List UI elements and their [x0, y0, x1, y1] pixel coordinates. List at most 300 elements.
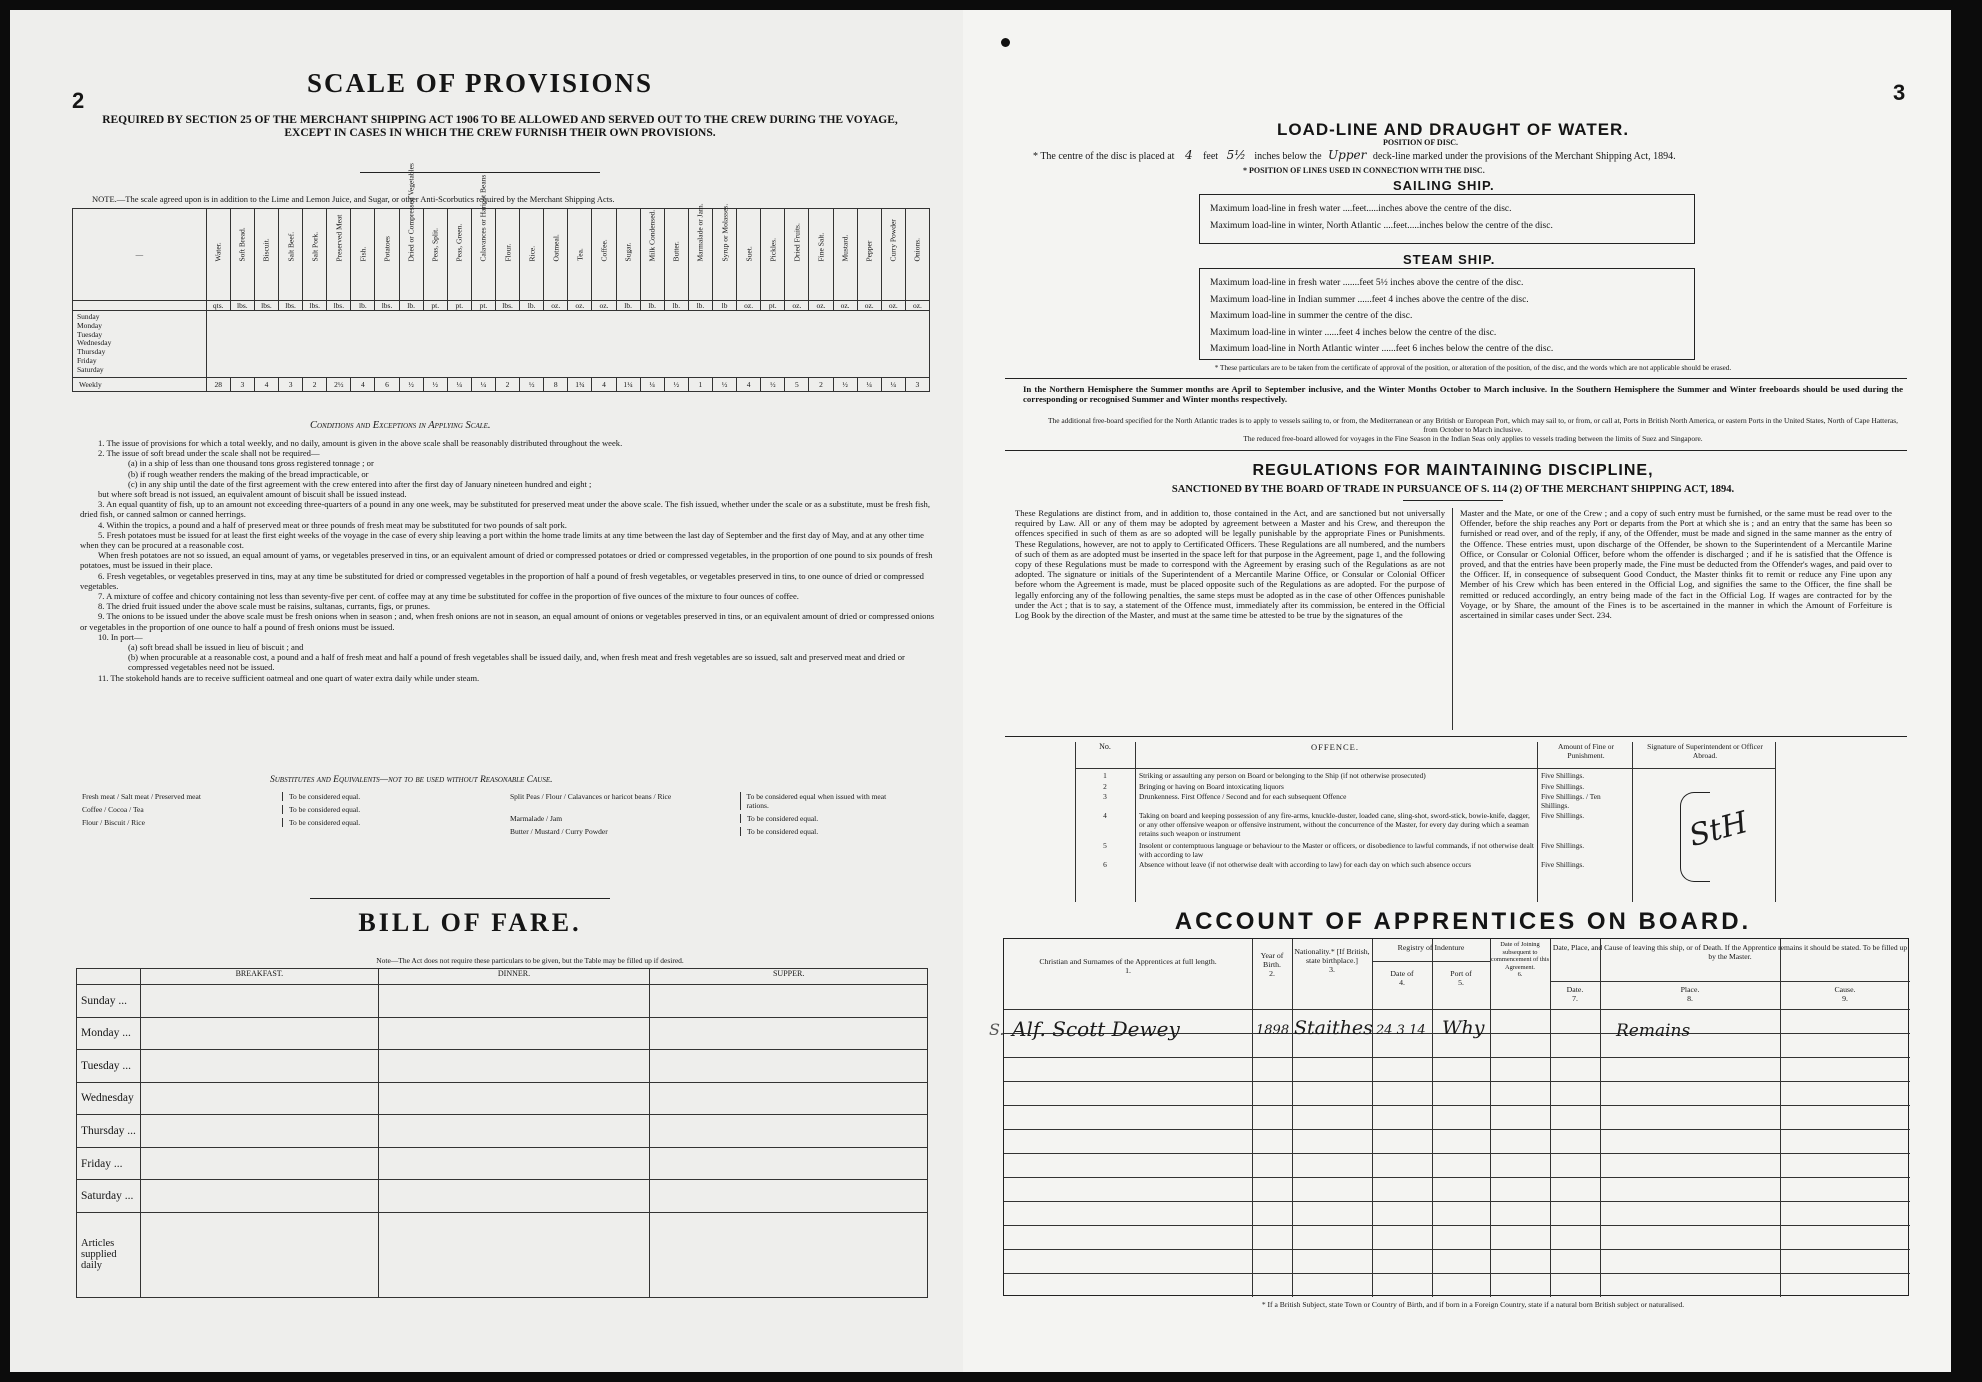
provision-column-header — [737, 209, 761, 301]
provision-column-label: Calavances or Haricot Beans — [478, 174, 488, 262]
provision-column-header — [520, 209, 544, 301]
disc-inches-label: inches below the — [1254, 151, 1322, 162]
provision-column-label: Pepper — [864, 240, 874, 262]
provision-weekly-value: 2 — [303, 377, 327, 391]
provision-column-label: Flour. — [503, 243, 513, 262]
bill-header-row — [77, 969, 928, 985]
lines-heading: * POSITION OF LINES USED IN CONNECTION WITH THE DISC. — [1243, 166, 1485, 175]
apprentices-title: ACCOUNT OF APPRENTICES ON BOARD. — [1174, 908, 1752, 935]
app-header-date-label: Date of — [1390, 969, 1414, 978]
provision-day: Wednesday — [77, 338, 112, 348]
app-header-date — [1372, 969, 1432, 987]
bill-day: Wednesday — [77, 1082, 141, 1115]
position-of-disc: POSITION OF DISC. — [1383, 138, 1459, 147]
provision-weekly-value: 1¾ — [568, 377, 592, 391]
substitute-items: Butter / Mustard / Curry Powder — [510, 827, 608, 836]
provision-column-header — [712, 203, 736, 301]
app-column-rule — [1292, 939, 1293, 1297]
provision-weekly-value: ½ — [399, 377, 423, 391]
provision-column-header — [809, 209, 833, 301]
leaving-rule — [1550, 981, 1910, 982]
app-column-rule — [1490, 939, 1491, 1297]
substitute-items: Split Peas / Flour / Calavances or haricot beans / Rice — [510, 792, 672, 801]
page-number-left: 2 — [72, 88, 85, 113]
condition-item: 6. Fresh vegetables, or vegetables preserved in tins, may at any time be substituted for dried or compressed vegetables in the proportion of half a pound of fresh vegetables, or vegetables preserved in tins, to one ounce of dried or compressed vegetables. — [80, 570, 924, 591]
app-row — [1004, 1081, 1910, 1105]
bill-column-header: SUPPER. — [650, 969, 928, 985]
provision-unit: pt. — [761, 301, 785, 311]
provision-unit: lbs. — [375, 301, 399, 311]
substitute-note: To be considered equal. — [740, 814, 818, 823]
provision-column-header — [785, 209, 809, 301]
weekly-label: Weekly — [73, 377, 207, 391]
provision-column-label: Salt Beef. — [286, 231, 296, 262]
provision-column-header — [881, 209, 905, 301]
app-header-joining — [1490, 941, 1550, 979]
provision-column-label: Peas, Green. — [454, 223, 464, 262]
days-values — [206, 311, 929, 378]
offence-fine: Five Shillings. / Ten Shillings. — [1541, 792, 1601, 810]
bill-cell — [378, 985, 650, 1018]
provision-weekly-value: 2½ — [327, 377, 351, 391]
provision-column-label: Curry Powder — [888, 219, 898, 262]
provision-column-header — [688, 203, 712, 301]
provision-weekly-value: 4 — [254, 377, 278, 391]
bill-column-header: BREAKFAST. — [140, 969, 378, 985]
bill-cell — [140, 1147, 378, 1180]
provision-weekly-value: 4 — [592, 377, 616, 391]
bill-cell — [378, 1147, 650, 1180]
offences-table — [1075, 742, 1895, 902]
substitute-group — [82, 805, 442, 814]
provision-column-label: Pickles. — [768, 237, 778, 262]
condition-item: 3. An equal quantity of fish, up to an amount not exceeding three-quarters of a pound in any one week, may be substituted for preserved meat under the above scale. The fish issued, whether under the scale or as a substitute, must be fresh fish, dried fish, or canned salmon or canned herrings. — [80, 499, 931, 520]
substitute-group — [82, 792, 442, 801]
provision-column-label: Butter. — [671, 241, 681, 262]
particulars-note: * These particulars are to be taken from the certificate of approval of the position, or alteration of the position, of the disc, and the words which are not applicable should be erased. — [1214, 364, 1732, 372]
provision-column-header — [303, 209, 327, 301]
provision-column-label: Dried or Compressed Vegetables — [406, 163, 416, 262]
bill-cell — [650, 1212, 928, 1297]
provision-unit: oz. — [833, 301, 857, 311]
app-header-place-num: 8. — [1687, 994, 1693, 1003]
provision-column-header — [592, 209, 616, 301]
condition-item: (a) soft bread shall be issued in lieu of biscuit ; and — [128, 642, 304, 653]
substitutes-title: Substitutes and Equivalents—not to be used without Reasonable Cause. — [270, 775, 553, 785]
provision-weekly-value: 1¼ — [616, 377, 640, 391]
provision-unit: pt. — [447, 301, 471, 311]
provision-day: Monday — [77, 320, 102, 330]
substitute-group — [510, 814, 910, 823]
provision-weekly-value: ½ — [761, 377, 785, 391]
offence-rule — [1775, 742, 1776, 902]
provision-column-label: Tea. — [575, 248, 585, 261]
provision-day: Thursday — [77, 347, 106, 357]
divider — [1403, 500, 1503, 501]
provision-weekly-value: 3 — [279, 377, 303, 391]
app-column-rule — [1550, 939, 1551, 1297]
condition-item: (c) in any ship until the date of the first agreement with the crew entered into after the first day of January nineteen hundred and eight ; — [128, 478, 592, 489]
app-header-year-label: Year of Birth. — [1260, 951, 1284, 969]
substitute-items: Coffee / Cocoa / Tea — [82, 805, 144, 814]
provision-column-label: Biscuit. — [261, 238, 271, 262]
bill-cell — [378, 1050, 650, 1083]
provision-unit: lbs. — [496, 301, 520, 311]
offence-number: 1 — [1103, 771, 1107, 780]
provision-weekly-value: ½ — [664, 377, 688, 391]
bill-cell — [140, 1050, 378, 1083]
provisions-title: SCALE OF PROVISIONS — [306, 68, 654, 98]
offence-number: 2 — [1103, 781, 1107, 791]
provision-weekly-value: ½ — [833, 377, 857, 391]
bill-row — [77, 1050, 928, 1083]
reduced-note: The reduced free-board allowed for voyages in the Fine Season in the Indian Seas only applies to vessels trading between the limits of Suez and Singapore. — [1243, 434, 1703, 443]
provision-weekly-value: 28 — [206, 377, 230, 391]
app-header-year — [1252, 939, 1292, 1009]
loadline-title: LOAD-LINE AND DRAUGHT OF WATER. — [1276, 120, 1630, 139]
bill-day: Tuesday ... — [77, 1050, 141, 1083]
bill-row — [77, 985, 928, 1018]
app-row — [1004, 1273, 1910, 1297]
provision-column-header — [327, 209, 351, 301]
provision-weekly-value: 6 — [375, 377, 399, 391]
condition-item: 2. The issue of soft bread under the scale shall not be required— — [98, 448, 320, 459]
punch-hole — [1001, 38, 1010, 47]
condition-item: (b) when procurable at a reasonable cost, a pound and a half of fresh meat and half a pound of fresh vegetables shall be issued daily, and, when fresh meat and fresh vegetables are so issued, salt and preserved meat and dried or compressed vegetables need not be issued. — [128, 652, 905, 673]
app-header-leave-date-num: 7. — [1572, 994, 1578, 1003]
offence-header-no: No. — [1099, 742, 1111, 751]
offence-row — [1075, 861, 1775, 870]
provision-weekly-value: ½ — [423, 377, 447, 391]
app-header-cause-label: Cause. — [1834, 985, 1856, 994]
provision-weekly-value: ½ — [712, 377, 736, 391]
hemisphere-note: In the Northern Hemisphere the Summer months are April to September inclusive, and the Winter Months October to March inclusive. In the Southern Hemisphere the Summer and Winter freeboards should be used during the corresponding or recognised Summer and Winter months respectively. — [1023, 384, 1903, 404]
app-header-leave-date-label: Date. — [1566, 985, 1584, 994]
provision-weekly-value: ¼ — [640, 377, 664, 391]
regulations-column-2: Master and the Mate, or one of the Crew ; and a copy of such entry must be furnished, or the same must be read over to the Offender, before the ship reaches any Port or departs from the Port at which she is ; and an entry that the same has been so furnished or read over, and of the reply, if any, of the Offender, must be made and signed in the same manner as the entry of the Offence. These entries must, upon discharge of the Offender, be shown to the Superintendent of a Mercantile Marine Office, or Consular or Colonial Officer, before whom the offender is discharged ; and if he is satisfied that the Offence is proved, and that the entries have been properly made, the Fine must be deducted from the Offender's wages, and paid over to the Officer. If, in consequence of subsequent Good Conduct, the Master thinks fit to remit or reduce any Fine upon any Member of his Crew which has been entered in the Official Log, and signifies the same to the Officer, the fine shall be remitted or reduced accordingly, an entry being made of the fact in the Official Log. If wages are contracted for by the Voyage, or by Share, the amount of the Fines is to be ascertained in the manner in which the Amount of Forfeiture is ascertained in similar cases under Sect. 234. — [1460, 508, 1892, 621]
page-number-right: 3 — [1893, 80, 1906, 105]
weekly-row — [73, 377, 930, 391]
apprentice-place: Remains — [1616, 1021, 1691, 1041]
offence-number: 6 — [1103, 860, 1107, 870]
provision-unit: lb. — [399, 301, 423, 311]
condition-item: 7. A mixture of coffee and chicory containing not less than seventy-five per cent. of coffee may at any time be substituted for coffee in the proportion of five ounces of the mixture to four ounces of coffee. — [98, 591, 799, 602]
app-column-rule — [1600, 939, 1601, 1297]
provision-weekly-value: 4 — [737, 377, 761, 391]
divider — [1005, 450, 1907, 451]
condition-item: (b) if rough weather renders the making of the bread impracticable, or — [128, 468, 369, 479]
offence-text: Striking or assaulting any person on Board or belonging to the Ship (if not otherwise prosecuted) — [1139, 771, 1426, 780]
apprentice-name: Alf. Scott Dewey — [1012, 1017, 1180, 1041]
provision-column-label: Sugar. — [623, 242, 633, 262]
bill-column-header: DINNER. — [378, 969, 650, 985]
provision-unit: oz. — [737, 301, 761, 311]
apprentice-nationality: Staithes — [1294, 1017, 1373, 1039]
registry-rule — [1372, 961, 1490, 962]
substitute-note: To be considered equal when issued with meat rations. — [740, 792, 910, 810]
provision-unit: pt. — [423, 301, 447, 311]
app-row — [1004, 1177, 1910, 1201]
provision-column-header — [568, 209, 592, 301]
offence-row — [1075, 772, 1775, 781]
offence-header-signature: Signature of Superintendent or Officer Abroad. — [1647, 742, 1763, 760]
app-header-name-num: 1. — [1125, 966, 1131, 975]
regulations-title: REGULATIONS FOR MAINTAINING DISCIPLINE, — [1252, 462, 1654, 479]
provision-unit: qts. — [206, 301, 230, 311]
provision-column-label: Potatoes — [382, 236, 392, 262]
offence-number: 3 — [1103, 792, 1107, 802]
provision-column-header — [833, 209, 857, 301]
regulations-subtitle: SANCTIONED BY THE BOARD OF TRADE IN PURSUANCE OF S. 114 (2) OF THE MERCHANT SHIPPING ACT, 1894. — [1171, 484, 1735, 495]
steam-line: Maximum load-line in North Atlantic winter ......feet 6 inches below the centre of the disc. — [1210, 344, 1554, 354]
bill-cell — [140, 1212, 378, 1297]
header-blank: — — [73, 209, 207, 301]
provisions-units-row — [73, 301, 930, 311]
provision-unit: oz. — [881, 301, 905, 311]
app-header-leave-date — [1550, 985, 1600, 1003]
provision-column-header — [616, 209, 640, 301]
substitutes-left — [82, 792, 442, 831]
bill-cell — [140, 1115, 378, 1148]
provision-weekly-value: ¼ — [881, 377, 905, 391]
app-column-rule — [1432, 939, 1433, 1297]
provision-column-label: Peas, Split. — [430, 227, 440, 262]
provision-column-label: Milk Condensed. — [647, 209, 657, 262]
offence-text: Absence without leave (if not otherwise dealt with according to law) for each day on which such absence occurs — [1139, 860, 1472, 870]
steam-line: Maximum load-line in winter ......feet 4 inches below the centre of the disc. — [1210, 327, 1497, 338]
units-blank — [73, 301, 207, 311]
bill-cell — [378, 1115, 650, 1148]
bill-cell — [140, 985, 378, 1018]
provision-column-header — [857, 209, 881, 301]
left-page — [10, 10, 972, 1372]
provision-column-header — [640, 209, 664, 301]
provision-column-label: Salt Pork. — [310, 231, 320, 262]
provision-unit: oz. — [592, 301, 616, 311]
app-column-rule — [1372, 939, 1373, 1297]
provision-day: Saturday — [77, 364, 104, 374]
app-row — [1004, 1225, 1910, 1249]
provision-column-header — [544, 209, 568, 301]
bill-row — [77, 1115, 928, 1148]
provision-column-header — [423, 209, 447, 301]
provision-column-header — [206, 209, 230, 301]
regulations-column-1: These Regulations are distinct from, and in addition to, those contained in the Act, and are sanctioned but not universally required by Law. All or any of them may be adopted by agreement between a Master and his Crew, and thereupon the offences specified in such of them as are so adopted will be legally punishable by the appropriate Fines or Punishments. These Regulations, however, are not to apply to Certificated Officers. These Regulations are all numbered, and the numbers of such of them as are adopted must be inserted in the space left for that purpose in the Agreement, page 1, and the following copy of these Regulations must be made to correspond with the Agreement by erasing such of the Regulations as are not adopted. The signature or initials of the Superintendent of a Mercantile Marine Office, or Consular or Colonial Officer before whom the Agreement is made, must be placed opposite such of the Regulations as are adopted. For the purpose of legally enforcing any of the following penalties, the same steps must be adopted as in the case of other Offences punishable under the Act ; that is to say, a statement of the Offence must, immediately after its commission, be entered in the Official Log Book by the direction of the Master, and must at the same time be attested to be true by the signatures of the — [1015, 508, 1445, 621]
offence-fine: Five Shillings. — [1541, 841, 1585, 851]
provisions-subtitle: REQUIRED BY SECTION 25 OF THE MERCHANT SHIPPING ACT 1906 TO BE ALLOWED AND SERVED OUT TO THE CREW DURING THE VOYAGE, EXCEPT IN CASES IN WHICH THE CREW FURNISH THEIR OWN PROVISIONS. — [102, 114, 898, 139]
provision-column-label: Fish. — [358, 246, 368, 262]
provision-weekly-value: 2 — [496, 377, 520, 391]
app-header-name — [1004, 939, 1252, 1009]
provision-column-header — [230, 209, 254, 301]
provision-unit: pt. — [471, 301, 495, 311]
disc-inches: 5½ — [1226, 148, 1246, 162]
provision-weekly-value: 1 — [688, 377, 712, 391]
sailing-ship-box — [1199, 194, 1695, 244]
bill-day: Thursday ... — [77, 1115, 141, 1148]
provision-column-label: Fine Salt. — [816, 232, 826, 262]
bill-header-blank — [77, 969, 141, 985]
offence-text: Bringing or having on Board intoxicating liquors — [1139, 781, 1284, 791]
app-header-place — [1600, 985, 1780, 1003]
app-row — [1004, 1057, 1910, 1081]
provision-column-header — [351, 209, 375, 301]
provision-column-label: Mustard. — [840, 234, 850, 262]
offence-row — [1075, 793, 1775, 810]
app-row — [1004, 1105, 1910, 1129]
bill-cell — [140, 1180, 378, 1213]
provision-column-label: Syrup or Molasses. — [720, 203, 730, 262]
bill-cell — [378, 1212, 650, 1297]
provision-weekly-value: 5 — [785, 377, 809, 391]
substitute-items: Fresh meat / Salt meat / Preserved meat — [82, 792, 201, 801]
provision-unit: lbs. — [279, 301, 303, 311]
app-header-port-num: 5. — [1458, 978, 1464, 987]
provision-weekly-value: ¼ — [471, 377, 495, 391]
apprentices-footnote: * If a British Subject, state Town or Country of Birth, and if born in a Foreign Country, state if a natural born British subject or naturalised. — [1261, 1300, 1685, 1309]
bill-cell — [650, 1147, 928, 1180]
divider — [360, 172, 600, 173]
offence-header-offence: OFFENCE. — [1311, 742, 1359, 752]
provision-unit: lb. — [520, 301, 544, 311]
substitute-group — [510, 827, 910, 836]
app-header-port — [1432, 969, 1490, 987]
provision-unit: lbs. — [327, 301, 351, 311]
provision-column-header — [905, 209, 929, 301]
provision-day: Tuesday — [77, 329, 103, 339]
bill-cell — [378, 1180, 650, 1213]
provision-unit: lbs. — [303, 301, 327, 311]
disc-deck: Upper — [1328, 148, 1367, 162]
right-page — [963, 10, 1951, 1372]
provision-unit: lb. — [640, 301, 664, 311]
bill-cell — [650, 985, 928, 1018]
provision-unit: lb. — [351, 301, 375, 311]
disc-feet-label: feet — [1203, 151, 1219, 162]
sailing-title: SAILING SHIP. — [1393, 178, 1495, 193]
offence-row — [1075, 842, 1775, 859]
provision-column-label: Dried Fruits. — [792, 223, 802, 262]
bill-day: Monday ... — [77, 1017, 141, 1050]
offence-header-rule — [1075, 768, 1775, 769]
steam-title: STEAM SHIP. — [1403, 252, 1496, 267]
app-row — [1004, 1153, 1910, 1177]
provision-unit: oz. — [785, 301, 809, 311]
app-header-nationality-label: Nationality.* [If British, state birthplace.] — [1294, 947, 1370, 965]
steam-line: Maximum load-line in fresh water .......feet 5½ inches above the centre of the disc. — [1210, 278, 1524, 288]
disc-line — [1033, 150, 1913, 163]
substitute-note: To be considered equal. — [282, 818, 360, 827]
conditions-list — [80, 438, 938, 683]
bill-row — [77, 1147, 928, 1180]
conditions-title: Conditions and Exceptions in Applying Scale. — [310, 420, 491, 431]
bill-row — [77, 1212, 928, 1297]
provision-column-header — [279, 209, 303, 301]
provision-weekly-value: 2 — [809, 377, 833, 391]
divider — [1005, 378, 1907, 379]
app-header-name-label: Christian and Surnames of the Apprentices at full length. — [1039, 957, 1217, 966]
condition-item: 11. The stokehold hands are to receive sufficient oatmeal and one quart of water extra daily while under steam. — [98, 672, 480, 683]
bill-cell — [140, 1017, 378, 1050]
bill-day: Saturday ... — [77, 1180, 141, 1213]
provision-column-label: Water. — [213, 242, 223, 262]
offence-header-fine: Amount of Fine or Punishment. — [1557, 742, 1615, 760]
bill-row — [77, 1180, 928, 1213]
offence-fine: Five Shillings. — [1541, 781, 1585, 791]
app-row — [1004, 1249, 1910, 1273]
signature-initials: StH — [1685, 804, 1752, 855]
substitute-items: Flour / Biscuit / Rice — [82, 818, 145, 827]
provision-column-label: Oatmeal. — [551, 234, 561, 262]
provision-unit: oz. — [905, 301, 929, 311]
provision-column-label: Suet. — [744, 246, 754, 262]
provision-column-header — [761, 209, 785, 301]
bill-row — [77, 1082, 928, 1115]
disc-feet: 4 — [1184, 148, 1193, 162]
provision-column-header — [447, 209, 471, 301]
provision-column-label: Rice. — [527, 245, 537, 262]
offence-text: Taking on board and keeping possession of any fire-arms, knuckle-duster, loaded cane, sling-shot, sword-stick, bowie-knife, dagger, or any other offensive weapon or offensive instrument, without the concurrence of the Master, for every day during which a seaman retains such weapon or instrument — [1139, 811, 1530, 838]
condition-item: 8. The dried fruit issued under the above scale must be raisins, sultanas, currants, figs, or prunes. — [98, 601, 431, 612]
offence-fine: Five Shillings. — [1541, 811, 1585, 821]
days-list — [73, 311, 207, 378]
condition-item: When fresh potatoes are not so issued, an equal amount of yams, or vegetables preserved in tins, or an equivalent amount of dried or compressed potatoes or dried or compressed vegetables, in the proportion of one pound to six pounds of fresh potatoes, must be issued in their place. — [80, 550, 933, 571]
column-divider — [1452, 508, 1453, 730]
provision-weekly-value: 4 — [351, 377, 375, 391]
bill-cell — [378, 1082, 650, 1115]
days-row — [73, 311, 930, 378]
app-header-date-num: 4. — [1399, 978, 1405, 987]
bill-cell — [378, 1017, 650, 1050]
offence-number: 4 — [1103, 811, 1107, 821]
app-header-joining-num: 6. — [1517, 971, 1523, 978]
substitute-items: Marmalade / Jam — [510, 814, 563, 823]
apprentice-indenture-port: Why — [1442, 1017, 1485, 1039]
bill-note: Note—The Act does not require these particulars to be given, but the Table may be filled up if desired. — [376, 956, 684, 965]
app-header-joining-label: Date of Joining subsequent to commencement of this Agreement. — [1490, 941, 1550, 971]
provision-column-label: Onions. — [912, 237, 922, 262]
provision-column-label: Marmalade or Jam. — [695, 203, 705, 262]
provision-weekly-value: 3 — [230, 377, 254, 391]
offence-rows — [1075, 772, 1775, 872]
offence-text: Drunkenness. First Offence / Second and for each subsequent Offence — [1139, 792, 1347, 802]
apprentices-table — [1003, 938, 1909, 1296]
bill-cell — [650, 1180, 928, 1213]
bill-cell — [650, 1115, 928, 1148]
offence-fine: Five Shillings. — [1541, 860, 1585, 870]
provision-day: Sunday — [77, 312, 100, 321]
condition-item: 10. In port— — [98, 631, 143, 642]
provision-weekly-value: 8 — [544, 377, 568, 391]
disc-suffix: deck-line marked under the provisions of the Merchant Shipping Act, 1894. — [1372, 151, 1676, 162]
substitute-group — [82, 818, 442, 827]
condition-item: 9. The onions to be issued under the above scale must be fresh onions when in season ; and, when fresh onions are not in season, an equal amount of onions or vegetables preserved in tins, or an equivalent amount of dried or compressed onions or vegetables in the proportion of one ounce to half a pound of fresh onions must be issued. — [80, 611, 935, 632]
provision-unit: lb. — [616, 301, 640, 311]
disc-prefix: * The centre of the disc is placed at — [1033, 151, 1175, 162]
apprentice-margin-mark: S. — [989, 1020, 1005, 1039]
bill-row — [77, 1017, 928, 1050]
provision-column-header — [254, 209, 278, 301]
provision-weekly-value: ¼ — [447, 377, 471, 391]
provision-column-header — [496, 209, 520, 301]
steam-ship-box — [1199, 268, 1695, 360]
provision-weekly-value: ½ — [520, 377, 544, 391]
freeboard-note: The additional free-board specified for the North Atlantic trades is to apply to vessels sailing to, or from, the Mediterranean or any British or European Port, which may sail to, or from, or call at, Ports in British North America, or eastern Ports in the United States, North of Cape Hatteras, from October to March inclusive. — [1048, 416, 1898, 434]
app-header-nationality-num: 3. — [1329, 965, 1335, 974]
offence-text: Insolent or contemptuous language or behaviour to the Master or officers, or disobedience to lawful commands, if not otherwise dealt with according to law — [1139, 841, 1534, 859]
provision-column-label: Soft Bread. — [237, 227, 247, 262]
steam-line: Maximum load-line in summer the centre of the disc. — [1210, 311, 1413, 321]
